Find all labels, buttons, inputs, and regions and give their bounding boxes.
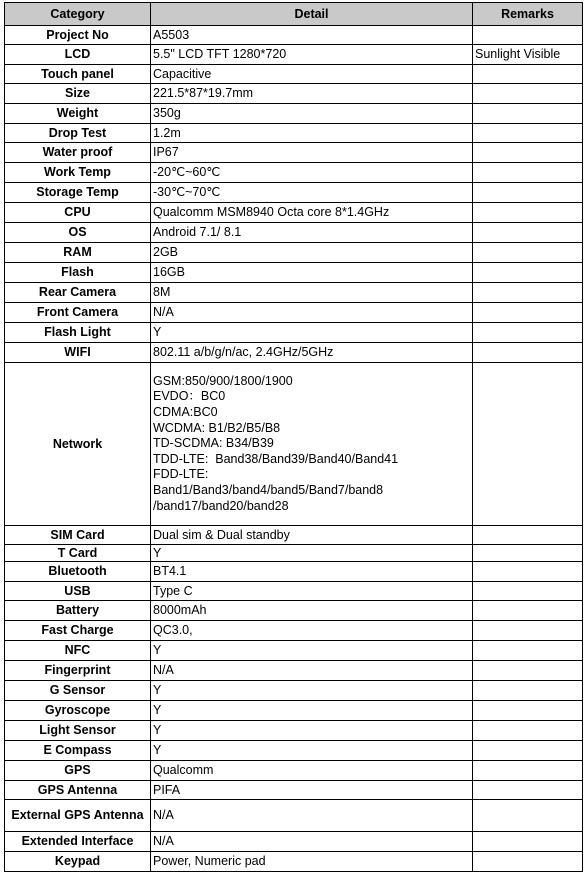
table-row <box>5 800 583 832</box>
category-cell: Drop Test <box>5 124 151 143</box>
category-cell: Network <box>5 363 151 526</box>
remarks-cell <box>473 263 583 283</box>
remarks-cell <box>473 582 583 601</box>
remarks-cell <box>473 781 583 800</box>
remarks-cell <box>473 641 583 661</box>
detail-cell: 2GB <box>151 243 473 263</box>
category-cell: Touch panel <box>5 65 151 84</box>
table-row <box>5 601 583 621</box>
detail-cell: Type C <box>151 582 473 601</box>
table-row <box>5 741 583 761</box>
table-row <box>5 661 583 681</box>
table-row <box>5 183 583 203</box>
category-cell: GPS Antenna <box>5 781 151 800</box>
remarks-cell <box>473 283 583 303</box>
detail-cell: N/A <box>151 661 473 681</box>
remarks-cell <box>473 721 583 741</box>
table-row <box>5 343 583 363</box>
remarks-cell <box>473 601 583 621</box>
category-cell: NFC <box>5 641 151 661</box>
table-row <box>5 641 583 661</box>
table-row <box>5 223 583 243</box>
remarks-cell <box>473 363 583 526</box>
table-row <box>5 65 583 84</box>
category-cell: RAM <box>5 243 151 263</box>
detail-cell: Y <box>151 721 473 741</box>
remarks-cell <box>473 243 583 263</box>
table-row <box>5 526 583 545</box>
remarks-cell <box>473 104 583 124</box>
detail-cell: -20℃~60℃ <box>151 163 473 183</box>
remarks-cell <box>473 661 583 681</box>
detail-cell: N/A <box>151 800 473 832</box>
category-cell: Work Temp <box>5 163 151 183</box>
detail-cell: Qualcomm MSM8940 Octa core 8*1.4GHz <box>151 203 473 223</box>
table-row <box>5 104 583 124</box>
remarks-cell <box>473 800 583 832</box>
remarks-cell <box>473 343 583 363</box>
header-detail: Detail <box>151 3 473 26</box>
table-row <box>5 263 583 283</box>
table-row <box>5 621 583 641</box>
table-row <box>5 163 583 183</box>
detail-cell: 5.5" LCD TFT 1280*720 <box>151 45 473 65</box>
table-row <box>5 761 583 781</box>
spec-body <box>5 26 583 872</box>
category-cell: CPU <box>5 203 151 223</box>
category-cell: Fingerprint <box>5 661 151 681</box>
category-cell: Size <box>5 84 151 104</box>
header-remarks: Remarks <box>473 3 583 26</box>
category-cell: Gyroscope <box>5 701 151 721</box>
detail-cell: Y <box>151 323 473 343</box>
table-row <box>5 582 583 601</box>
remarks-cell <box>473 562 583 582</box>
category-cell: SIM Card <box>5 526 151 545</box>
table-row <box>5 781 583 800</box>
detail-cell: Y <box>151 681 473 701</box>
table-row <box>5 363 583 526</box>
category-cell: WIFI <box>5 343 151 363</box>
detail-cell: Dual sim & Dual standby <box>151 526 473 545</box>
table-row <box>5 323 583 343</box>
header-row <box>5 3 583 26</box>
remarks-cell <box>473 84 583 104</box>
detail-cell: BT4.1 <box>151 562 473 582</box>
category-cell: Battery <box>5 601 151 621</box>
detail-cell: Android 7.1/ 8.1 <box>151 223 473 243</box>
detail-cell: PIFA <box>151 781 473 800</box>
remarks-cell <box>473 223 583 243</box>
detail-cell: Y <box>151 545 473 562</box>
category-cell: Fast Charge <box>5 621 151 641</box>
detail-cell: 221.5*87*19.7mm <box>151 84 473 104</box>
remarks-cell <box>473 303 583 323</box>
remarks-cell <box>473 26 583 45</box>
table-row <box>5 143 583 163</box>
category-cell: External GPS Antenna <box>5 800 151 832</box>
header-category: Category <box>5 3 151 26</box>
spec-table <box>4 2 583 872</box>
detail-cell: Capacitive <box>151 65 473 84</box>
remarks-cell <box>473 852 583 872</box>
category-cell: Storage Temp <box>5 183 151 203</box>
remarks-cell <box>473 621 583 641</box>
category-cell: Extended Interface <box>5 832 151 852</box>
remarks-cell <box>473 163 583 183</box>
category-cell: T Card <box>5 545 151 562</box>
detail-cell: 8M <box>151 283 473 303</box>
remarks-cell <box>473 832 583 852</box>
table-row <box>5 832 583 852</box>
table-row <box>5 26 583 45</box>
category-cell: Front Camera <box>5 303 151 323</box>
detail-cell: Y <box>151 641 473 661</box>
table-row <box>5 562 583 582</box>
remarks-cell <box>473 323 583 343</box>
category-cell: USB <box>5 582 151 601</box>
category-cell: Flash Light <box>5 323 151 343</box>
table-row <box>5 283 583 303</box>
remarks-cell <box>473 545 583 562</box>
category-cell: Keypad <box>5 852 151 872</box>
detail-cell: N/A <box>151 303 473 323</box>
remarks-cell <box>473 203 583 223</box>
remarks-cell <box>473 761 583 781</box>
category-cell: Water proof <box>5 143 151 163</box>
table-row <box>5 303 583 323</box>
category-cell: Flash <box>5 263 151 283</box>
category-cell: OS <box>5 223 151 243</box>
remarks-cell <box>473 741 583 761</box>
detail-cell: Y <box>151 701 473 721</box>
category-cell: E Compass <box>5 741 151 761</box>
detail-cell: Y <box>151 741 473 761</box>
detail-cell: Qualcomm <box>151 761 473 781</box>
table-row <box>5 852 583 872</box>
detail-cell: A5503 <box>151 26 473 45</box>
remarks-cell <box>473 143 583 163</box>
detail-cell: 1.2m <box>151 124 473 143</box>
category-cell: G Sensor <box>5 681 151 701</box>
detail-cell: GSM:850/900/1800/1900 EVDO：BC0 CDMA:BC0 WCDMA: B1/B2/B5/B8 TD-SCDMA: B34/B39 TDD-LTE: Band38/Band39/Band40/Band41 FDD-LTE: Band1/Band3/band4/band5/Band7/band8 /band17/band20/band28 <box>151 363 473 526</box>
detail-cell: 350g <box>151 104 473 124</box>
detail-cell: IP67 <box>151 143 473 163</box>
detail-cell: QC3.0, <box>151 621 473 641</box>
category-cell: LCD <box>5 45 151 65</box>
table-row <box>5 681 583 701</box>
table-row <box>5 545 583 562</box>
category-cell: GPS <box>5 761 151 781</box>
table-row <box>5 203 583 223</box>
remarks-cell <box>473 701 583 721</box>
detail-cell: Power, Numeric pad <box>151 852 473 872</box>
table-row <box>5 243 583 263</box>
detail-cell: 16GB <box>151 263 473 283</box>
table-row <box>5 721 583 741</box>
category-cell: Project No <box>5 26 151 45</box>
detail-cell: N/A <box>151 832 473 852</box>
table-row <box>5 84 583 104</box>
detail-cell: -30℃~70℃ <box>151 183 473 203</box>
detail-cell: 802.11 a/b/g/n/ac, 2.4GHz/5GHz <box>151 343 473 363</box>
category-cell: Bluetooth <box>5 562 151 582</box>
table-row <box>5 124 583 143</box>
remarks-cell <box>473 65 583 84</box>
remarks-cell <box>473 183 583 203</box>
category-cell: Light Sensor <box>5 721 151 741</box>
table-row <box>5 45 583 65</box>
category-cell: Weight <box>5 104 151 124</box>
remarks-cell <box>473 681 583 701</box>
remarks-cell <box>473 124 583 143</box>
detail-cell: 8000mAh <box>151 601 473 621</box>
table-row <box>5 701 583 721</box>
category-cell: Rear Camera <box>5 283 151 303</box>
remarks-cell <box>473 526 583 545</box>
remarks-cell: Sunlight Visible <box>473 45 583 65</box>
